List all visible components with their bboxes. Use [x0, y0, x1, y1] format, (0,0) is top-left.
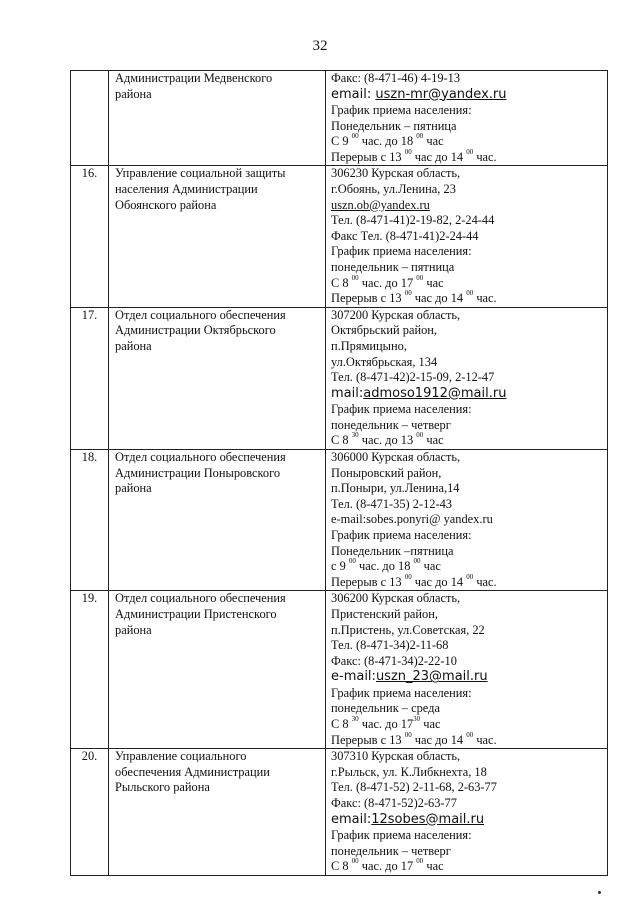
contact-info	[326, 450, 608, 591]
contact-text: п.Пристень, ул.Советская, 22	[331, 622, 485, 637]
minutes-superscript: 00	[466, 572, 474, 581]
hours-text: час до 14	[411, 732, 467, 747]
contact-info-line	[331, 654, 603, 670]
organization-name-line: Управление социальной защиты	[115, 166, 286, 181]
hours-text: с 9	[331, 559, 349, 574]
organization-name-line: Отдел социального обеспечения	[115, 307, 286, 322]
row-number: 16.	[71, 166, 109, 307]
social-protection-offices-table	[70, 70, 608, 876]
contact-info-line	[331, 103, 603, 119]
organization-name-line: Рыльского района	[115, 780, 210, 795]
hours-text: час.	[473, 732, 497, 747]
contact-text: Тел. (8-471-34)2-11-68	[331, 638, 449, 653]
organization-name-line: района	[115, 481, 152, 496]
schedule-hours-line	[331, 291, 603, 307]
email-link[interactable]: 12sobes@mail.ru	[371, 811, 485, 827]
contact-info-line	[331, 497, 603, 513]
organization-name	[109, 749, 326, 876]
contact-text: email:	[331, 811, 372, 827]
minutes-superscript: 00	[416, 857, 424, 866]
hours-text: час	[420, 717, 441, 732]
contact-info	[326, 307, 608, 449]
contact-text: Тел. (8-471-41)2-19-82, 2-24-44	[331, 213, 495, 228]
contact-info-line	[331, 796, 603, 812]
contact-text: e-mail:	[331, 669, 376, 685]
contact-info-line	[331, 71, 603, 87]
minutes-superscript: 00	[351, 857, 359, 866]
hours-text: С 9	[331, 134, 352, 149]
schedule-hours-line	[331, 433, 603, 449]
contact-text: Пристенский район,	[331, 607, 438, 621]
contact-info-line	[331, 182, 603, 198]
contact-info-line	[331, 669, 603, 686]
contact-text: 306000 Курская область,	[331, 450, 461, 465]
contact-info-line	[331, 339, 603, 355]
minutes-superscript: 00	[466, 730, 474, 739]
hours-text: час до 14	[411, 291, 467, 306]
contact-text: График приема населения:	[331, 685, 472, 700]
row-number	[71, 71, 109, 166]
contact-info-line	[331, 355, 603, 371]
hours-text: Перерыв с 13	[331, 291, 405, 306]
hours-text: час. до 18	[355, 559, 414, 574]
contact-info-line	[331, 686, 603, 702]
table-row	[71, 591, 608, 749]
contact-info-line	[331, 402, 603, 418]
contact-info-line	[331, 528, 603, 544]
contact-info-line	[331, 812, 603, 829]
minutes-superscript: 00	[466, 147, 474, 156]
contact-text: Факс: (8-471-34)2-22-10	[331, 653, 457, 668]
contact-info-line	[331, 198, 603, 214]
schedule-hours-line	[331, 572, 603, 591]
contact-text: 306230 Курская область,	[331, 166, 461, 181]
contact-info-line	[331, 591, 603, 607]
contact-info-line	[331, 701, 603, 717]
organization-name-line: района	[115, 339, 152, 353]
contact-info-line	[331, 418, 603, 434]
contact-info-line	[331, 638, 603, 654]
contact-text: г.Обоянь, ул.Ленина, 23	[331, 182, 456, 197]
contact-text: г.Рыльск, ул. К.Либкнехта, 18	[331, 764, 487, 779]
row-number: 18.	[71, 450, 109, 591]
contact-info-line	[331, 244, 603, 260]
contact-text: График приема населения:	[331, 103, 472, 118]
contact-text: Поныровский район,	[331, 465, 442, 480]
contact-text: понедельник – четверг	[331, 417, 451, 432]
organization-name-line: обеспечения Администрации	[115, 764, 270, 779]
hours-text: С 8	[331, 275, 352, 290]
minutes-superscript: 00	[416, 273, 424, 282]
contact-text: Факс: (8-471-46) 4-19-13	[331, 71, 461, 85]
contact-info	[326, 166, 608, 307]
organization-name-line: Администрации Октябрьского	[115, 323, 276, 338]
contact-info-line	[331, 260, 603, 276]
contact-text: ул.Октябрьская, 134	[331, 354, 438, 369]
organization-name-line: населения Администрации	[115, 182, 258, 197]
contact-text: п.Прямицыно,	[331, 339, 407, 353]
minutes-superscript: 30	[413, 715, 421, 724]
contact-text: График приема населения:	[331, 828, 472, 843]
hours-text: час	[420, 559, 441, 574]
contact-text: 307200 Курская область,	[331, 307, 461, 322]
hours-text: час до 14	[411, 574, 467, 589]
hours-text: час.	[473, 291, 497, 306]
contact-info-line	[331, 607, 603, 623]
hours-text: час. до 18	[358, 134, 417, 149]
contact-info-line	[331, 213, 603, 229]
email-link[interactable]: uszn_23@mail.ru	[375, 669, 488, 685]
hours-text: Перерыв с 13	[331, 574, 405, 589]
contact-text: понедельник – среда	[331, 701, 440, 716]
contact-info-line	[331, 308, 603, 324]
schedule-hours-line	[331, 147, 603, 166]
table-row	[71, 307, 608, 449]
hours-text: час. до 13	[358, 433, 417, 448]
table-row	[71, 71, 608, 166]
contact-text: График приема населения:	[331, 244, 472, 259]
hours-text: час.	[473, 149, 497, 164]
hours-text: час	[423, 433, 444, 448]
contact-text: 306200 Курская область,	[331, 591, 461, 606]
contact-text: Октябрьский район,	[331, 323, 438, 338]
contact-text: Тел. (8-471-52) 2-11-68, 2-63-77	[331, 780, 497, 795]
minutes-superscript: 30	[351, 715, 359, 724]
row-number: 17.	[71, 307, 109, 449]
hours-text: час. до 17	[358, 717, 414, 732]
table-row	[71, 166, 608, 307]
contact-text: mail:	[331, 385, 364, 401]
minutes-superscript: 00	[466, 289, 474, 298]
minutes-superscript: 00	[351, 132, 359, 141]
organization-name-line: Администрации Пристенского	[115, 607, 277, 621]
contact-info-line	[331, 780, 603, 796]
organization-name-line: Управление социального	[115, 749, 247, 764]
organization-name	[109, 450, 326, 591]
hours-text: Перерыв с 13	[331, 149, 405, 164]
organization-name-line: Отдел социального обеспечения	[115, 591, 286, 606]
organization-name	[109, 71, 326, 166]
contact-info-line	[331, 119, 603, 135]
minutes-superscript: 00	[348, 557, 356, 566]
minutes-superscript: 00	[404, 289, 412, 298]
contact-info-line	[331, 844, 603, 860]
contact-text: Тел. (8-471-35) 2-12-43	[331, 496, 452, 511]
minutes-superscript: 00	[416, 132, 424, 141]
contact-info-line	[331, 166, 603, 182]
schedule-hours-line	[331, 859, 603, 875]
hours-text: час	[423, 134, 444, 149]
hours-text: час до 14	[411, 149, 467, 164]
contact-text: Понедельник – пятница	[331, 118, 457, 133]
hours-text: С 8	[331, 433, 352, 448]
row-number: 19.	[71, 591, 109, 749]
contact-info-line	[331, 765, 603, 781]
contact-info	[326, 71, 608, 166]
email-link[interactable]: uszn.ob@yandex.ru	[331, 197, 430, 212]
contact-info-line	[331, 229, 603, 245]
contact-text: e-mail:sobes.ponyri@ yandex.ru	[331, 512, 493, 527]
scan-speck	[598, 891, 601, 894]
contact-info	[326, 591, 608, 749]
hours-text: Перерыв с 13	[331, 732, 405, 747]
contact-text: понедельник – четверг	[331, 843, 451, 858]
page-number: 32	[312, 38, 328, 54]
minutes-superscript: 30	[351, 431, 359, 440]
contact-info-line	[331, 481, 603, 497]
contact-info-line	[331, 512, 603, 528]
contact-text: Понедельник –пятница	[331, 543, 454, 558]
organization-name-line: района	[115, 86, 152, 101]
email-link[interactable]: admoso1912@mail.ru	[363, 385, 507, 401]
hours-text: час. до 17	[358, 275, 417, 290]
organization-name-line: Обоянского района	[115, 197, 217, 212]
minutes-superscript: 00	[404, 730, 412, 739]
contact-text: email:	[331, 86, 376, 102]
hours-text: час.	[473, 574, 497, 589]
contact-info-line	[331, 370, 603, 386]
hours-text: С 8	[331, 859, 352, 874]
email-link[interactable]: uszn-mr@yandex.ru	[375, 86, 507, 102]
hours-text: час. до 17	[358, 859, 417, 874]
hours-text: час	[423, 275, 444, 290]
contact-text: п.Поныри, ул.Ленина,14	[331, 481, 460, 496]
hours-text: С 8	[331, 717, 352, 732]
minutes-superscript: 00	[413, 557, 421, 566]
organization-name-line: Отдел социального обеспечения	[115, 450, 286, 465]
contact-text: Факс: (8-471-52)2-63-77	[331, 796, 457, 811]
contact-info	[326, 749, 608, 876]
contact-text: 307310 Курская область,	[331, 749, 461, 764]
table-row	[71, 450, 608, 591]
contact-text: Тел. (8-471-42)2-15-09, 2-12-47	[331, 370, 495, 385]
organization-name-line: Администрации Поныровского	[115, 465, 281, 480]
minutes-superscript: 00	[404, 572, 412, 581]
contact-text: График приема населения:	[331, 402, 472, 417]
organization-name	[109, 166, 326, 307]
contact-info-line	[331, 450, 603, 466]
hours-text: час	[423, 859, 444, 874]
contact-text: Факс Тел. (8-471-41)2-24-44	[331, 228, 479, 243]
organization-name-line: района	[115, 622, 152, 637]
contact-info-line	[331, 323, 603, 339]
organization-name-line: Администрации Медвенского	[115, 71, 273, 85]
table-row	[71, 749, 608, 876]
minutes-superscript: 00	[351, 273, 359, 282]
minutes-superscript: 00	[404, 147, 412, 156]
row-number: 20.	[71, 749, 109, 876]
organization-name	[109, 307, 326, 449]
minutes-superscript: 00	[416, 431, 424, 440]
contact-info-line	[331, 386, 603, 403]
organization-name	[109, 591, 326, 749]
contact-text: понедельник – пятница	[331, 260, 455, 275]
contact-info-line	[331, 466, 603, 482]
contact-info-line	[331, 623, 603, 639]
schedule-hours-line	[331, 730, 603, 749]
contact-info-line	[331, 87, 603, 104]
contact-info-line	[331, 828, 603, 844]
contact-info-line	[331, 749, 603, 765]
contact-text: График приема населения:	[331, 528, 472, 543]
contact-info-line	[331, 544, 603, 560]
